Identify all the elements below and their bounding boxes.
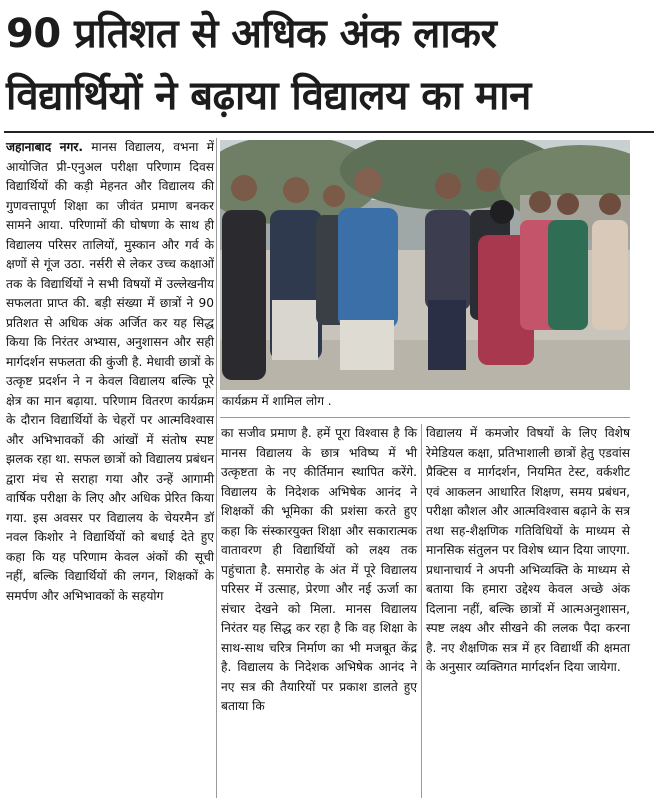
column-divider-2: [421, 424, 422, 798]
column-divider-1: [216, 138, 217, 798]
article-column-1: [6, 138, 214, 606]
headline-line-1: 90 प्रतिशत से अधिक अंक लाकर: [6, 11, 497, 57]
article-body-col1: मानस विद्यालय, वभना में आयोजित प्री-एनुअल परीक्षा परिणाम दिवस विद्यार्थियों की कड़ी मेहनत और विद्यालय की गुणवत्तापूर्ण शिक्षा का जीवंत प्रमाण बनकर सामने आया. परिणामों की घोषणा के साथ ही विद्यालय परिसर तालियों, मुस्कान और गर्व के क्षणों से गूंज उठा. नर्सरी से लेकर उच्च कक्षाओं तक के विद्यार्थियों ने सभी विषयों में उल्लेखनीय सफलता प्राप्त की. बड़ी संख्या में छात्रों ने 90 प्रतिशत से अधिक अंक अर्जित कर यह सिद्ध किया कि निरंतर अभ्यास, अनुशासन और सही मार्गदर्शन सफलता की कुंजी है. मेधावी छात्रों के उत्कृष्ट प्रदर्शन ने न केवल विद्यालय बल्कि पूरे क्षेत्र का मान बढ़ाया. परिणाम वितरण कार्यक्रम के दौरान विद्यार्थियों के चेहरों पर आत्मविश्वास और अभिभावकों की आंखों में संतोष स्पष्ट झलक रहा था. सफल छात्रों को विद्यालय प्रबंधन द्वारा मंच से सराहा गया और उन्हें आगामी वार्षिक परीक्षा के लिए और अधिक प्रेरित किया गया. इस अवसर पर विद्यालय के चेयरमैन डॉ नवल किशोर ने विद्यार्थियों को बधाई देते हुए कहा कि यह परिणाम केवल अंकों की सूची नहीं, बल्कि विद्यार्थियों की लगन, शिक्षकों के समर्पण और अभिभावकों के सहयोग: [6, 140, 214, 603]
article-body-col2: का सजीव प्रमाण है. हमें पूरा विश्वास है कि मानस विद्यालय के छात्र भविष्य में भी उत्कृष्टता के नए कीर्तिमान स्थापित करेंगे. विद्यालय के निदेशक अभिषेक आनंद ने शिक्षकों की भूमिका की प्रशंसा करते हुए कहा कि संस्कारयुक्त शिक्षा और सकारात्मक वातावरण ही विद्यार्थियों को लक्ष्य तक पहुंचाता है. समारोह के अंत में पूरे विद्यालय परिसर में उत्साह, प्रेरणा और नई ऊर्जा का संचार देखने को मिला. मानस विद्यालय निरंतर यह सिद्ध कर रहा है कि वह शिक्षा के साथ-साथ चरित्र निर्माण का भी मजबूत केंद्र है. विद्यालय के निदेशक अभिषेक आनंद ने नए सत्र की तैयारियों पर प्रकाश डालते हुए बताया कि: [221, 426, 417, 713]
article-body-col3: विद्यालय में कमजोर विषयों के लिए विशेष रेमेडियल कक्षा, प्रतिभाशाली छात्रों हेतु एडवांस प्रैक्टिस व मार्गदर्शन, नियमित टेस्ट, वर्कशीट एवं आकलन आधारित शिक्षण, समय प्रबंधन, परीक्षा कौशल और आत्मविश्वास बढ़ाने के सत्र तथा सह-शैक्षणिक गतिविधियों के माध्यम से मानसिक संतुलन पर विशेष ध्यान दिया जाएगा. प्रधानाचार्य ने अपनी अभिव्यक्ति के माध्यम से बताया कि हमारा उद्देश्य केवल अच्छे अंक दिलाना नहीं, बल्कि छात्रों में आत्मअनुशासन, स्पष्ट लक्ष्य और सीखने की ललक पैदा करना है. नए शैक्षणिक सत्र में हर विद्यार्थी की क्षमता के अनुसार व्यक्तिगत मार्गदर्शन दिया जायेगा.: [426, 426, 630, 674]
headline-rule: [4, 131, 654, 133]
event-photo: [220, 140, 630, 390]
caption-rule: [220, 417, 630, 418]
headline: [6, 2, 652, 128]
article-column-2: [221, 424, 417, 717]
dateline: जहानाबाद नगर.: [6, 140, 84, 154]
article-column-3: [426, 424, 630, 678]
event-photo-illustration: [220, 140, 630, 390]
headline-line-2: विद्यार्थियों ने बढ़ाया विद्यालय का मान: [6, 73, 531, 119]
photo-caption: कार्यक्रम में शामिल लोग .: [222, 394, 332, 408]
